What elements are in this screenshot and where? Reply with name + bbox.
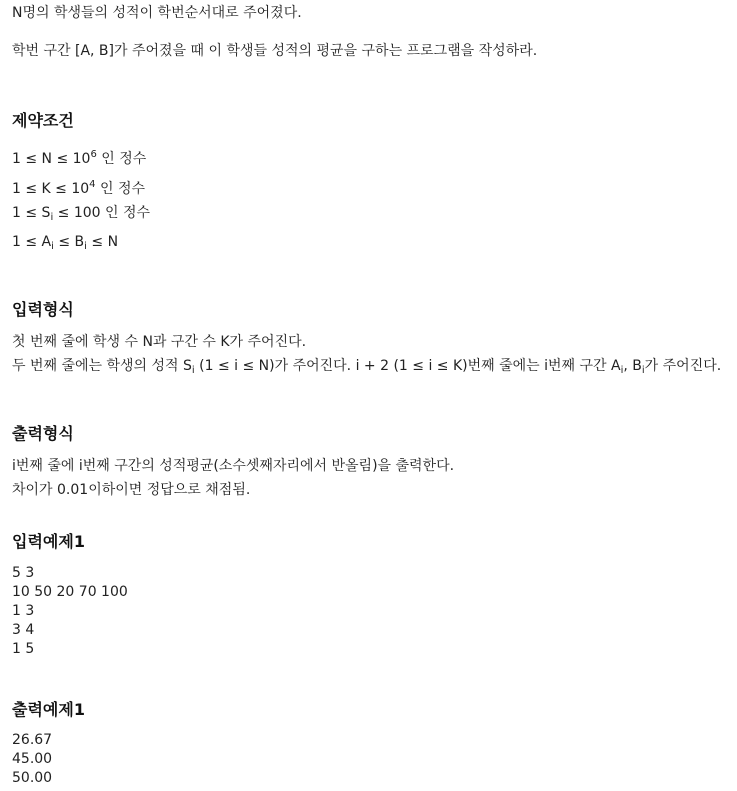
constraint-n: $1 \le N \le 10^6$ 인 정수 <box>12 149 147 167</box>
example-input-heading: 입력예제1 <box>12 532 85 551</box>
input-format-line-1: 첫 번째 줄에 학생 수 N과 구간 수 K가 주어진다. <box>12 334 307 350</box>
input-format-line-2: 두 번째 줄에는 학생의 성적 $S_i$ (1 ≤ i ≤ N)가 주어진다. i + 2 (1 ≤ i ≤ K)번째 줄에는 i번째 구간 $A_i$, $B_i$가 주어진다. <box>12 358 722 376</box>
input-format-heading: 입력형식 <box>12 300 74 319</box>
example-output-line: 50.00 <box>12 770 53 786</box>
example-input-line: 3 4 <box>12 622 35 638</box>
example-output-heading: 출력예제1 <box>12 700 85 719</box>
intro-line-1: N명의 학생들의 성적이 학번순서대로 주어졌다. <box>12 5 302 21</box>
example-input-line: 5 3 <box>12 565 35 581</box>
example-output-line: 26.67 <box>12 732 53 748</box>
example-input-line: 1 5 <box>12 641 35 657</box>
output-format-line-1: i번째 줄에 i번째 구간의 성적평균(소수셋째자리에서 반올림)을 출력한다. <box>12 458 455 474</box>
constraint-s: $1 \le S_i \le 100$ 인 정수 <box>12 205 151 223</box>
intro-line-2: 학번 구간 [A, B]가 주어졌을 때 이 학생들 성적의 평균을 구하는 프로그램을 작성하라. <box>12 43 538 59</box>
output-format-heading: 출력형식 <box>12 424 74 443</box>
output-format-line-2: 차이가 0.01이하이면 정답으로 채점됨. <box>12 482 251 498</box>
constraint-ab: $1 \le A_i \le B_i \le N$ <box>12 234 119 252</box>
constraints-heading: 제약조건 <box>12 111 74 130</box>
constraint-k: $1 \le K \le 10^4$ 인 정수 <box>12 179 146 197</box>
example-input-line: 1 3 <box>12 603 35 619</box>
example-input-line: 10 50 20 70 100 <box>12 584 128 600</box>
example-output-line: 45.00 <box>12 751 53 767</box>
